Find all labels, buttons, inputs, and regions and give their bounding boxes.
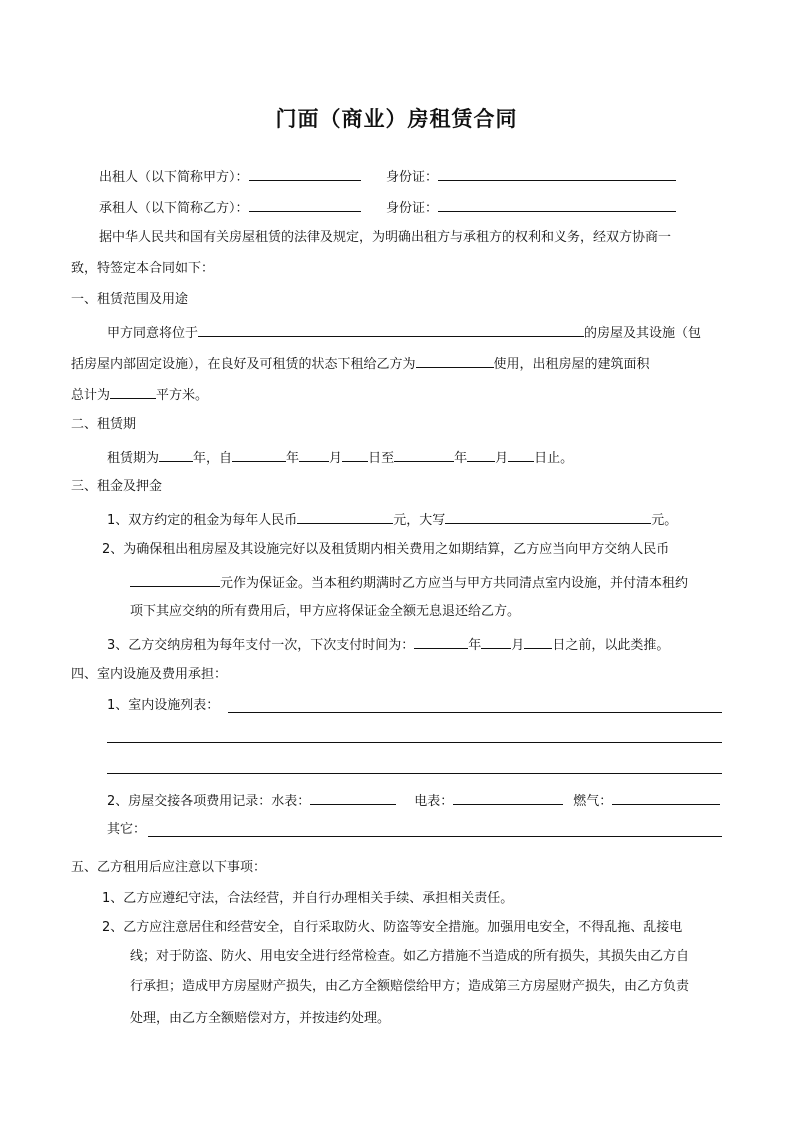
s5-item-2-line-4: 处理，由乙方全额赔偿对方，并按违约处理。	[130, 1011, 391, 1026]
s4-item-2	[107, 790, 720, 811]
start-month-blank[interactable]	[299, 447, 329, 462]
lessee-id-blank[interactable]	[438, 197, 676, 212]
lease-years-blank[interactable]	[159, 447, 193, 462]
s2-text-y1: 年	[286, 451, 300, 466]
s5-item-2-line-3: 行承担；造成甲方房屋财产损失，由乙方全额赔偿给甲方；造成第三方房屋财产损失，由乙方负责	[130, 979, 690, 994]
usage-blank[interactable]	[416, 353, 494, 368]
lessor-name-blank[interactable]	[249, 166, 361, 181]
end-month-blank[interactable]	[467, 447, 495, 462]
section-4-heading: 四、室内设施及费用承担：	[71, 667, 228, 682]
lessor-id-label: 身份证：	[386, 170, 439, 185]
deposit-blank[interactable]	[130, 572, 220, 587]
s3-item-2-line-3: 项下其应交纳的所有费用后，甲方应将保证金全额无息退还给乙方。	[130, 604, 521, 619]
s3-item-2-text-b: 元作为保证金。当本租约期满时乙方应当与甲方共同清点室内设施，并付清本租约	[220, 576, 689, 591]
facilities-list-label: 1、室内设施列表：	[107, 698, 220, 713]
facilities-blank-1[interactable]	[228, 712, 722, 713]
s3-item-3	[107, 634, 669, 655]
lessee-name-blank[interactable]	[249, 197, 361, 212]
s1-text-d: 使用，出租房屋的建筑面积	[493, 357, 650, 372]
s1-line-3	[71, 384, 208, 405]
s3-text-y: 年	[468, 638, 482, 653]
electricity-meter-blank[interactable]	[453, 790, 563, 805]
gas-label: 燃气：	[573, 794, 613, 809]
s1-text-f: 平方米。	[156, 388, 209, 403]
s3-item-2-line-1: 2、为确保租出租房屋及其设施完好以及租赁期内相关费用之如期结算，乙方应当向甲方交纳人民币	[102, 542, 670, 557]
lessor-line	[99, 166, 361, 187]
s1-text-b: 的房屋及其设施（包	[584, 326, 702, 341]
s1-line-2	[71, 353, 650, 374]
lessee-label: 承租人（以下简称乙方）：	[99, 201, 249, 216]
next-pay-month-blank[interactable]	[481, 634, 511, 649]
document-title: 门面（商业）房租赁合同	[275, 107, 518, 131]
s3-item-3-text-a: 3、乙方交纳房租为每年支付一次，下次支付时间为：	[107, 638, 415, 653]
water-meter-blank[interactable]	[310, 790, 396, 805]
area-blank[interactable]	[110, 384, 156, 399]
start-day-blank[interactable]	[342, 447, 368, 462]
section-1-heading: 一、租赁范围及用途	[71, 292, 189, 307]
fee-record-label: 2、房屋交接各项费用记录：水表：	[107, 794, 311, 809]
other-label: 其它：	[107, 822, 147, 837]
lessor-label: 出租人（以下简称甲方）：	[99, 170, 249, 185]
section-5-heading: 五、乙方租用后应注意以下事项：	[71, 860, 267, 875]
lease-term-label: 租赁期为	[107, 451, 160, 466]
s3-item-2-line-2	[130, 572, 688, 593]
annual-rent-blank[interactable]	[297, 509, 393, 524]
section-2-heading: 二、租赁期	[71, 417, 137, 432]
end-year-blank[interactable]	[394, 447, 454, 462]
s1-line-1	[107, 322, 701, 343]
s3-item-3-text-b: 日之前，以此类推。	[552, 638, 670, 653]
start-year-blank[interactable]	[232, 447, 286, 462]
s3-item-1-text-a: 1、双方约定的租金为每年人民币	[107, 513, 298, 528]
lessee-line	[99, 197, 361, 218]
electricity-label: 电表：	[414, 794, 454, 809]
s2-text-m1: 月	[329, 451, 343, 466]
s5-item-1: 1、乙方应遵纪守法，合法经营，并自行办理相关手续、承担相关责任。	[102, 891, 514, 906]
lessee-id-line	[386, 197, 676, 218]
s2-text-stop: 日止。	[534, 451, 574, 466]
property-address-blank[interactable]	[198, 322, 584, 337]
lessor-id-line	[386, 166, 676, 187]
s2-text-y2: 年	[454, 451, 468, 466]
end-day-blank[interactable]	[508, 447, 534, 462]
intro-line-2: 致，特签定本合同如下：	[71, 261, 215, 276]
s3-item-1	[107, 509, 677, 530]
section-3-heading: 三、租金及押金	[71, 479, 163, 494]
facilities-blank-3[interactable]	[107, 773, 722, 774]
s5-item-2-line-1: 2、乙方应注意居住和经营安全，自行采取防火、防盗等安全措施。加强用电安全，不得乱拖、乱接电	[102, 920, 683, 935]
s1-text-c: 括房屋内部固定设施），在良好及可租赁的状态下租给乙方为	[71, 357, 416, 372]
intro-line-1: 据中华人民共和国有关房屋租赁的法律及规定，为明确出租方与承租方的权利和义务，经双方协商一	[99, 230, 672, 245]
s2-text-to: 日至	[368, 451, 395, 466]
gas-meter-blank[interactable]	[612, 790, 720, 805]
s2-text-m2: 月	[495, 451, 509, 466]
s1-text-e: 总计为	[71, 388, 111, 403]
next-pay-year-blank[interactable]	[414, 634, 468, 649]
s2-text-year: 年，自	[193, 451, 233, 466]
s3-item-1-text-b: 元，大写	[393, 513, 446, 528]
rent-in-words-blank[interactable]	[445, 509, 651, 524]
s3-text-m: 月	[511, 638, 525, 653]
s5-item-2-line-2: 线；对于防盗、防火、用电安全进行经常检查。如乙方措施不当造成的所有损失，其损失由乙方自	[130, 949, 690, 964]
other-blank[interactable]	[148, 836, 722, 837]
next-pay-day-blank[interactable]	[524, 634, 552, 649]
s1-text-a: 甲方同意将位于	[107, 326, 199, 341]
lessor-id-blank[interactable]	[438, 166, 676, 181]
s3-item-1-text-c: 元。	[651, 513, 678, 528]
facilities-blank-2[interactable]	[107, 742, 722, 743]
lessee-id-label: 身份证：	[386, 201, 439, 216]
s2-line-1	[107, 447, 573, 468]
